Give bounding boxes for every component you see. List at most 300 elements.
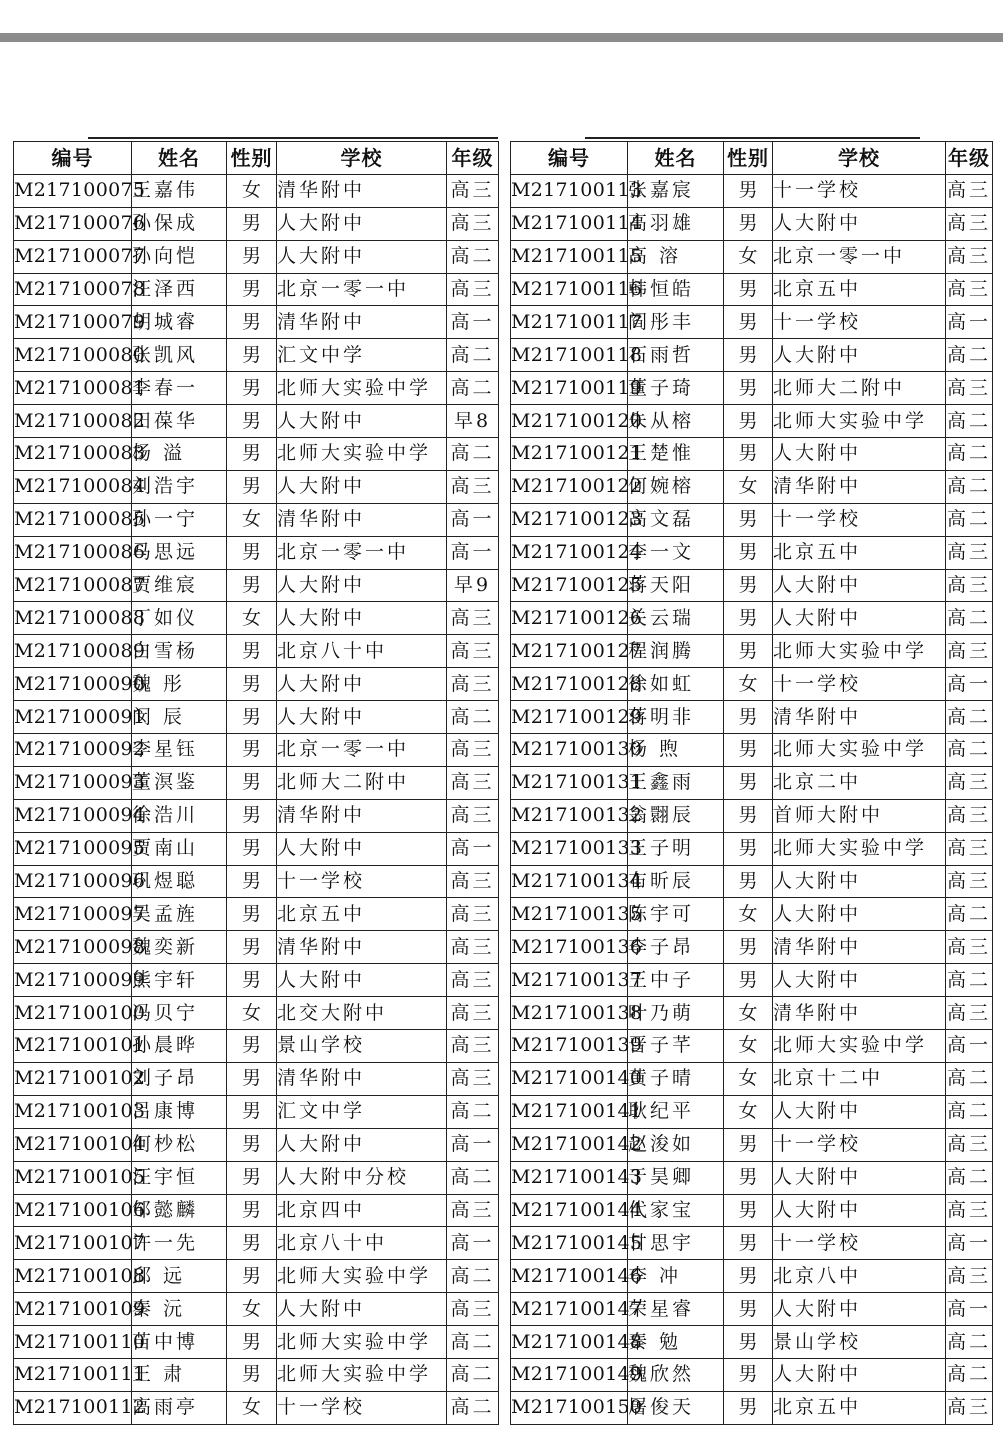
cell-gender: 男 — [227, 931, 277, 964]
cell-gender: 女 — [227, 503, 277, 536]
cell-school: 清华附中 — [773, 997, 946, 1030]
cell-id: M217100078 — [14, 273, 132, 306]
cell-gender: 男 — [724, 1128, 773, 1161]
cell-grade: 高一 — [946, 1227, 993, 1260]
cell-id: M217100099 — [14, 964, 132, 997]
cell-id: M217100087 — [14, 569, 132, 602]
cell-id: M217100142 — [511, 1128, 628, 1161]
cell-name: 叶乃萌 — [628, 997, 724, 1030]
table-row — [14, 438, 499, 471]
cell-name: 魏奕新 — [132, 931, 227, 964]
table-row — [14, 1358, 499, 1391]
cell-gender: 男 — [724, 1358, 773, 1391]
cell-school: 北京一零一中 — [773, 240, 946, 273]
cell-name: 高雨亭 — [132, 1391, 227, 1424]
cell-id: M217100134 — [511, 865, 628, 898]
cell-school: 北师大实验中学 — [277, 372, 447, 405]
cell-id: M217100092 — [14, 734, 132, 767]
cell-id: M217100085 — [14, 503, 132, 536]
cell-grade: 高二 — [946, 1161, 993, 1194]
cell-gender: 男 — [724, 174, 773, 207]
cell-grade: 高二 — [447, 372, 499, 405]
cell-gender: 男 — [227, 1128, 277, 1161]
cell-gender: 男 — [227, 207, 277, 240]
cell-name: 董溟鉴 — [132, 766, 227, 799]
cell-name: 于昊卿 — [628, 1161, 724, 1194]
table-row — [511, 174, 993, 207]
cell-gender: 男 — [724, 536, 773, 569]
table-row — [511, 339, 993, 372]
cell-school: 人大附中 — [773, 207, 946, 240]
cell-school: 人大附中 — [773, 569, 946, 602]
cell-school: 人大附中 — [277, 240, 447, 273]
table-row — [14, 207, 499, 240]
table-row — [511, 701, 993, 734]
cell-grade: 高二 — [946, 701, 993, 734]
cell-id: M217100091 — [14, 701, 132, 734]
cell-gender: 男 — [724, 405, 773, 438]
cell-name: 王 肃 — [132, 1358, 227, 1391]
table-row — [511, 766, 993, 799]
cell-id: M217100131 — [511, 766, 628, 799]
cell-gender: 男 — [724, 635, 773, 668]
table-row — [14, 569, 499, 602]
cell-school: 十一学校 — [773, 174, 946, 207]
cell-gender: 男 — [724, 569, 773, 602]
cell-name: 陈宇可 — [628, 898, 724, 931]
table-row — [14, 1095, 499, 1128]
cell-grade: 早9 — [447, 569, 499, 602]
cell-name: 吕康博 — [132, 1095, 227, 1128]
cell-grade: 高三 — [447, 602, 499, 635]
table-row — [14, 503, 499, 536]
cell-id: M217100126 — [511, 602, 628, 635]
cell-id: M217100108 — [14, 1260, 132, 1293]
cell-grade: 高二 — [946, 1095, 993, 1128]
table-row — [511, 1260, 993, 1293]
cell-id: M217100127 — [511, 635, 628, 668]
cell-id: M217100133 — [511, 832, 628, 865]
cell-name: 屠俊天 — [628, 1391, 724, 1424]
cell-school: 北京五中 — [773, 1391, 946, 1424]
table-row — [14, 1030, 499, 1063]
cell-name: 王中子 — [628, 964, 724, 997]
cell-school: 北师大实验中学 — [277, 1358, 447, 1391]
cell-name: 刘子昂 — [132, 1062, 227, 1095]
cell-grade: 高三 — [447, 635, 499, 668]
cell-gender: 男 — [227, 1095, 277, 1128]
cell-gender: 男 — [724, 964, 773, 997]
cell-name: 荣星睿 — [628, 1293, 724, 1326]
table-row — [511, 536, 993, 569]
table-row — [14, 964, 499, 997]
cell-gender: 男 — [227, 832, 277, 865]
cell-grade: 高一 — [447, 536, 499, 569]
cell-name: 许一先 — [132, 1227, 227, 1260]
cell-gender: 男 — [227, 865, 277, 898]
roster-table-left — [13, 141, 499, 1425]
cell-gender: 男 — [724, 1161, 773, 1194]
cell-name: 李星钰 — [132, 734, 227, 767]
table-row — [14, 799, 499, 832]
cell-id: M217100121 — [511, 438, 628, 471]
table-row — [14, 832, 499, 865]
cell-school: 景山学校 — [773, 1326, 946, 1359]
cell-school: 人大附中 — [277, 602, 447, 635]
cell-name: 秦 沅 — [132, 1293, 227, 1326]
table-row — [511, 1391, 993, 1424]
cell-id: M217100110 — [14, 1326, 132, 1359]
cell-name: 吴孟旌 — [132, 898, 227, 931]
cell-name: 何婉榕 — [628, 470, 724, 503]
cell-name: 王鑫雨 — [628, 766, 724, 799]
cell-school: 清华附中 — [277, 306, 447, 339]
cell-name: 高 溶 — [628, 240, 724, 273]
header-id: 编号 — [14, 142, 132, 175]
cell-school: 十一学校 — [773, 1227, 946, 1260]
cell-grade: 高一 — [447, 306, 499, 339]
cell-name: 巩煜聪 — [132, 865, 227, 898]
table-row — [511, 372, 993, 405]
cell-name: 汪宇恒 — [132, 1161, 227, 1194]
table-row — [511, 207, 993, 240]
table-row — [14, 1194, 499, 1227]
cell-grade: 早8 — [447, 405, 499, 438]
cell-grade: 高三 — [946, 372, 993, 405]
cell-grade: 高三 — [946, 207, 993, 240]
cell-name: 秦 勉 — [628, 1326, 724, 1359]
cell-name: 韩恒皓 — [628, 273, 724, 306]
cell-id: M217100146 — [511, 1260, 628, 1293]
cell-school: 北师大实验中学 — [773, 1030, 946, 1063]
cell-gender: 男 — [724, 602, 773, 635]
cell-id: M217100119 — [511, 372, 628, 405]
cell-id: M217100079 — [14, 306, 132, 339]
top-gray-rule — [0, 33, 1003, 42]
cell-id: M217100112 — [14, 1391, 132, 1424]
table-row — [14, 997, 499, 1030]
cell-grade: 高二 — [447, 1095, 499, 1128]
cell-school: 清华附中 — [277, 931, 447, 964]
cell-school: 人大附中 — [277, 569, 447, 602]
table-row — [14, 1391, 499, 1424]
cell-grade: 高二 — [946, 470, 993, 503]
cell-gender: 男 — [724, 1391, 773, 1424]
cell-grade: 高三 — [447, 174, 499, 207]
cell-school: 人大附中分校 — [277, 1161, 447, 1194]
table-row — [511, 405, 993, 438]
cell-id: M217100139 — [511, 1030, 628, 1063]
cell-name: 何杪松 — [132, 1128, 227, 1161]
cell-id: M217100081 — [14, 372, 132, 405]
header-gender: 性别 — [227, 142, 277, 175]
cell-name: 徐如虹 — [628, 668, 724, 701]
cell-grade: 高三 — [946, 931, 993, 964]
header-grade: 年级 — [946, 142, 993, 175]
cell-name: 田葆华 — [132, 405, 227, 438]
cell-id: M217100135 — [511, 898, 628, 931]
cell-grade: 高三 — [447, 1293, 499, 1326]
cell-id: M217100094 — [14, 799, 132, 832]
cell-grade: 高三 — [447, 931, 499, 964]
cell-gender: 男 — [724, 503, 773, 536]
cell-id: M217100120 — [511, 405, 628, 438]
cell-grade: 高二 — [447, 240, 499, 273]
cell-school: 北京八中 — [773, 1260, 946, 1293]
cell-gender: 男 — [227, 1227, 277, 1260]
cell-school: 人大附中 — [773, 898, 946, 931]
cell-school: 十一学校 — [277, 1391, 447, 1424]
cell-name: 李春一 — [132, 372, 227, 405]
cell-grade: 高二 — [447, 1326, 499, 1359]
table-row — [14, 1161, 499, 1194]
cell-grade: 高二 — [447, 339, 499, 372]
cell-gender: 男 — [227, 405, 277, 438]
cell-school: 人大附中 — [773, 602, 946, 635]
cell-grade: 高一 — [946, 1030, 993, 1063]
cell-school: 北京二中 — [773, 766, 946, 799]
cell-school: 景山学校 — [277, 1030, 447, 1063]
cell-id: M217100075 — [14, 174, 132, 207]
cell-name: 赵浚如 — [628, 1128, 724, 1161]
cell-gender: 男 — [227, 1358, 277, 1391]
cell-grade: 高二 — [946, 602, 993, 635]
cell-grade: 高三 — [447, 273, 499, 306]
cell-gender: 男 — [227, 766, 277, 799]
cell-gender: 男 — [227, 1326, 277, 1359]
cell-gender: 男 — [227, 1062, 277, 1095]
table-row — [511, 799, 993, 832]
table-row — [14, 339, 499, 372]
cell-name: 黄子晴 — [628, 1062, 724, 1095]
cell-grade: 高一 — [447, 1227, 499, 1260]
cell-school: 北京五中 — [773, 273, 946, 306]
cell-school: 北京一零一中 — [277, 273, 447, 306]
cell-id: M217100130 — [511, 734, 628, 767]
cell-gender: 男 — [227, 1260, 277, 1293]
cell-id: M217100144 — [511, 1194, 628, 1227]
table-row — [14, 766, 499, 799]
cell-grade: 高三 — [946, 240, 993, 273]
cell-grade: 高三 — [447, 799, 499, 832]
table-row — [14, 536, 499, 569]
table-row — [14, 470, 499, 503]
cell-gender: 男 — [227, 372, 277, 405]
cell-grade: 高二 — [447, 1358, 499, 1391]
cell-school: 清华附中 — [277, 174, 447, 207]
cell-id: M217100106 — [14, 1194, 132, 1227]
cell-id: M217100150 — [511, 1391, 628, 1424]
cell-gender: 男 — [724, 1194, 773, 1227]
cell-gender: 男 — [227, 964, 277, 997]
cell-school: 北师大实验中学 — [773, 832, 946, 865]
cell-gender: 男 — [227, 273, 277, 306]
cell-name: 贾维宸 — [132, 569, 227, 602]
roster-table-right — [510, 141, 993, 1425]
cell-grade: 高一 — [447, 1128, 499, 1161]
cell-id: M217100076 — [14, 207, 132, 240]
cell-school: 北师大实验中学 — [773, 405, 946, 438]
cell-id: M217100137 — [511, 964, 628, 997]
table-header-row — [14, 142, 499, 175]
cell-grade: 高一 — [946, 1293, 993, 1326]
cell-id: M217100093 — [14, 766, 132, 799]
cell-grade: 高三 — [447, 964, 499, 997]
cell-gender: 男 — [724, 1326, 773, 1359]
cell-school: 北京八十中 — [277, 635, 447, 668]
table-row — [511, 1030, 993, 1063]
cell-school: 北京四中 — [277, 1194, 447, 1227]
cell-id: M217100105 — [14, 1161, 132, 1194]
cell-id: M217100122 — [511, 470, 628, 503]
cell-gender: 女 — [227, 997, 277, 1030]
cell-name: 丁如仪 — [132, 602, 227, 635]
cell-school: 人大附中 — [277, 1293, 447, 1326]
cell-id: M217100080 — [14, 339, 132, 372]
cell-school: 人大附中 — [773, 339, 946, 372]
cell-id: M217100138 — [511, 997, 628, 1030]
cell-school: 人大附中 — [277, 470, 447, 503]
cell-school: 北京五中 — [773, 536, 946, 569]
table-row — [14, 898, 499, 931]
cell-grade: 高二 — [946, 405, 993, 438]
cell-school: 北师大实验中学 — [277, 1326, 447, 1359]
cell-school: 北京五中 — [277, 898, 447, 931]
cell-name: 邹懿麟 — [132, 1194, 227, 1227]
cell-id: M217100111 — [14, 1358, 132, 1391]
cell-name: 闵 辰 — [132, 701, 227, 734]
cell-grade: 高二 — [946, 734, 993, 767]
cell-id: M217100149 — [511, 1358, 628, 1391]
cell-id: M217100114 — [511, 207, 628, 240]
cell-id: M217100148 — [511, 1326, 628, 1359]
cell-gender: 男 — [724, 1260, 773, 1293]
cell-grade: 高二 — [946, 1326, 993, 1359]
cell-gender: 女 — [227, 1293, 277, 1326]
cell-gender: 男 — [227, 438, 277, 471]
cell-school: 人大附中 — [773, 1095, 946, 1128]
cell-grade: 高三 — [946, 1391, 993, 1424]
cell-grade: 高二 — [946, 503, 993, 536]
cell-gender: 女 — [724, 1030, 773, 1063]
cell-name: 石雨哲 — [628, 339, 724, 372]
table-row — [511, 832, 993, 865]
table-header-row — [511, 142, 993, 175]
cell-id: M217100116 — [511, 273, 628, 306]
cell-id: M217100103 — [14, 1095, 132, 1128]
table-row — [14, 701, 499, 734]
cell-grade: 高三 — [946, 174, 993, 207]
table-row — [14, 734, 499, 767]
cell-grade: 高三 — [946, 635, 993, 668]
cell-school: 北师大实验中学 — [277, 438, 447, 471]
cell-gender: 男 — [227, 734, 277, 767]
table-row — [511, 602, 993, 635]
table-row — [511, 438, 993, 471]
cell-id: M217100128 — [511, 668, 628, 701]
header-gender: 性别 — [724, 142, 773, 175]
table-row — [511, 635, 993, 668]
cell-grade: 高三 — [447, 1194, 499, 1227]
cell-name: 杨 溢 — [132, 438, 227, 471]
cell-gender: 男 — [227, 1194, 277, 1227]
cell-id: M217100132 — [511, 799, 628, 832]
cell-school: 人大附中 — [277, 207, 447, 240]
table-row — [511, 1194, 993, 1227]
cell-name: 高文磊 — [628, 503, 724, 536]
cell-grade: 高二 — [447, 1161, 499, 1194]
cell-school: 十一学校 — [773, 1128, 946, 1161]
cell-grade: 高三 — [946, 569, 993, 602]
cell-school: 人大附中 — [773, 1293, 946, 1326]
cell-gender: 男 — [724, 207, 773, 240]
cell-name: 白雪杨 — [132, 635, 227, 668]
cell-school: 汇文中学 — [277, 1095, 447, 1128]
table-row — [511, 1358, 993, 1391]
cell-name: 王子明 — [628, 832, 724, 865]
cell-grade: 高三 — [946, 865, 993, 898]
cell-grade: 高三 — [447, 207, 499, 240]
cell-gender: 女 — [227, 174, 277, 207]
cell-school: 人大附中 — [773, 1161, 946, 1194]
cell-id: M217100113 — [511, 174, 628, 207]
cell-grade: 高二 — [946, 898, 993, 931]
cell-grade: 高三 — [447, 734, 499, 767]
cell-name: 孙晨晔 — [132, 1030, 227, 1063]
cell-school: 汇文中学 — [277, 339, 447, 372]
cell-school: 十一学校 — [773, 503, 946, 536]
table-row — [14, 1326, 499, 1359]
cell-school: 北师大实验中学 — [773, 635, 946, 668]
cell-gender: 女 — [227, 602, 277, 635]
table-row — [14, 273, 499, 306]
cell-name: 熊宇轩 — [132, 964, 227, 997]
cell-grade: 高三 — [447, 1062, 499, 1095]
cell-id: M217100083 — [14, 438, 132, 471]
table-row — [511, 503, 993, 536]
cell-grade: 高二 — [946, 1062, 993, 1095]
cell-name: 朱从榕 — [628, 405, 724, 438]
cell-school: 北师大实验中学 — [773, 734, 946, 767]
cell-grade: 高三 — [447, 1030, 499, 1063]
cell-grade: 高一 — [447, 832, 499, 865]
cell-gender: 女 — [724, 1062, 773, 1095]
cell-gender: 女 — [227, 1391, 277, 1424]
cell-id: M217100140 — [511, 1062, 628, 1095]
cell-id: M217100109 — [14, 1293, 132, 1326]
cell-gender: 男 — [227, 240, 277, 273]
cell-id: M217100089 — [14, 635, 132, 668]
cell-name: 冯贝宁 — [132, 997, 227, 1030]
cell-name: 徐浩川 — [132, 799, 227, 832]
cell-id: M217100117 — [511, 306, 628, 339]
table-row — [511, 569, 993, 602]
cell-gender: 男 — [724, 1293, 773, 1326]
cell-name: 张嘉宸 — [628, 174, 724, 207]
cell-gender: 男 — [724, 865, 773, 898]
cell-id: M217100102 — [14, 1062, 132, 1095]
right-table-top-rule — [585, 137, 920, 139]
cell-school: 人大附中 — [773, 1358, 946, 1391]
cell-grade: 高三 — [946, 536, 993, 569]
cell-name: 苗中博 — [132, 1326, 227, 1359]
cell-gender: 女 — [724, 898, 773, 931]
cell-gender: 女 — [724, 240, 773, 273]
cell-gender: 男 — [227, 898, 277, 931]
table-row — [14, 865, 499, 898]
cell-gender: 男 — [724, 273, 773, 306]
table-row — [511, 931, 993, 964]
